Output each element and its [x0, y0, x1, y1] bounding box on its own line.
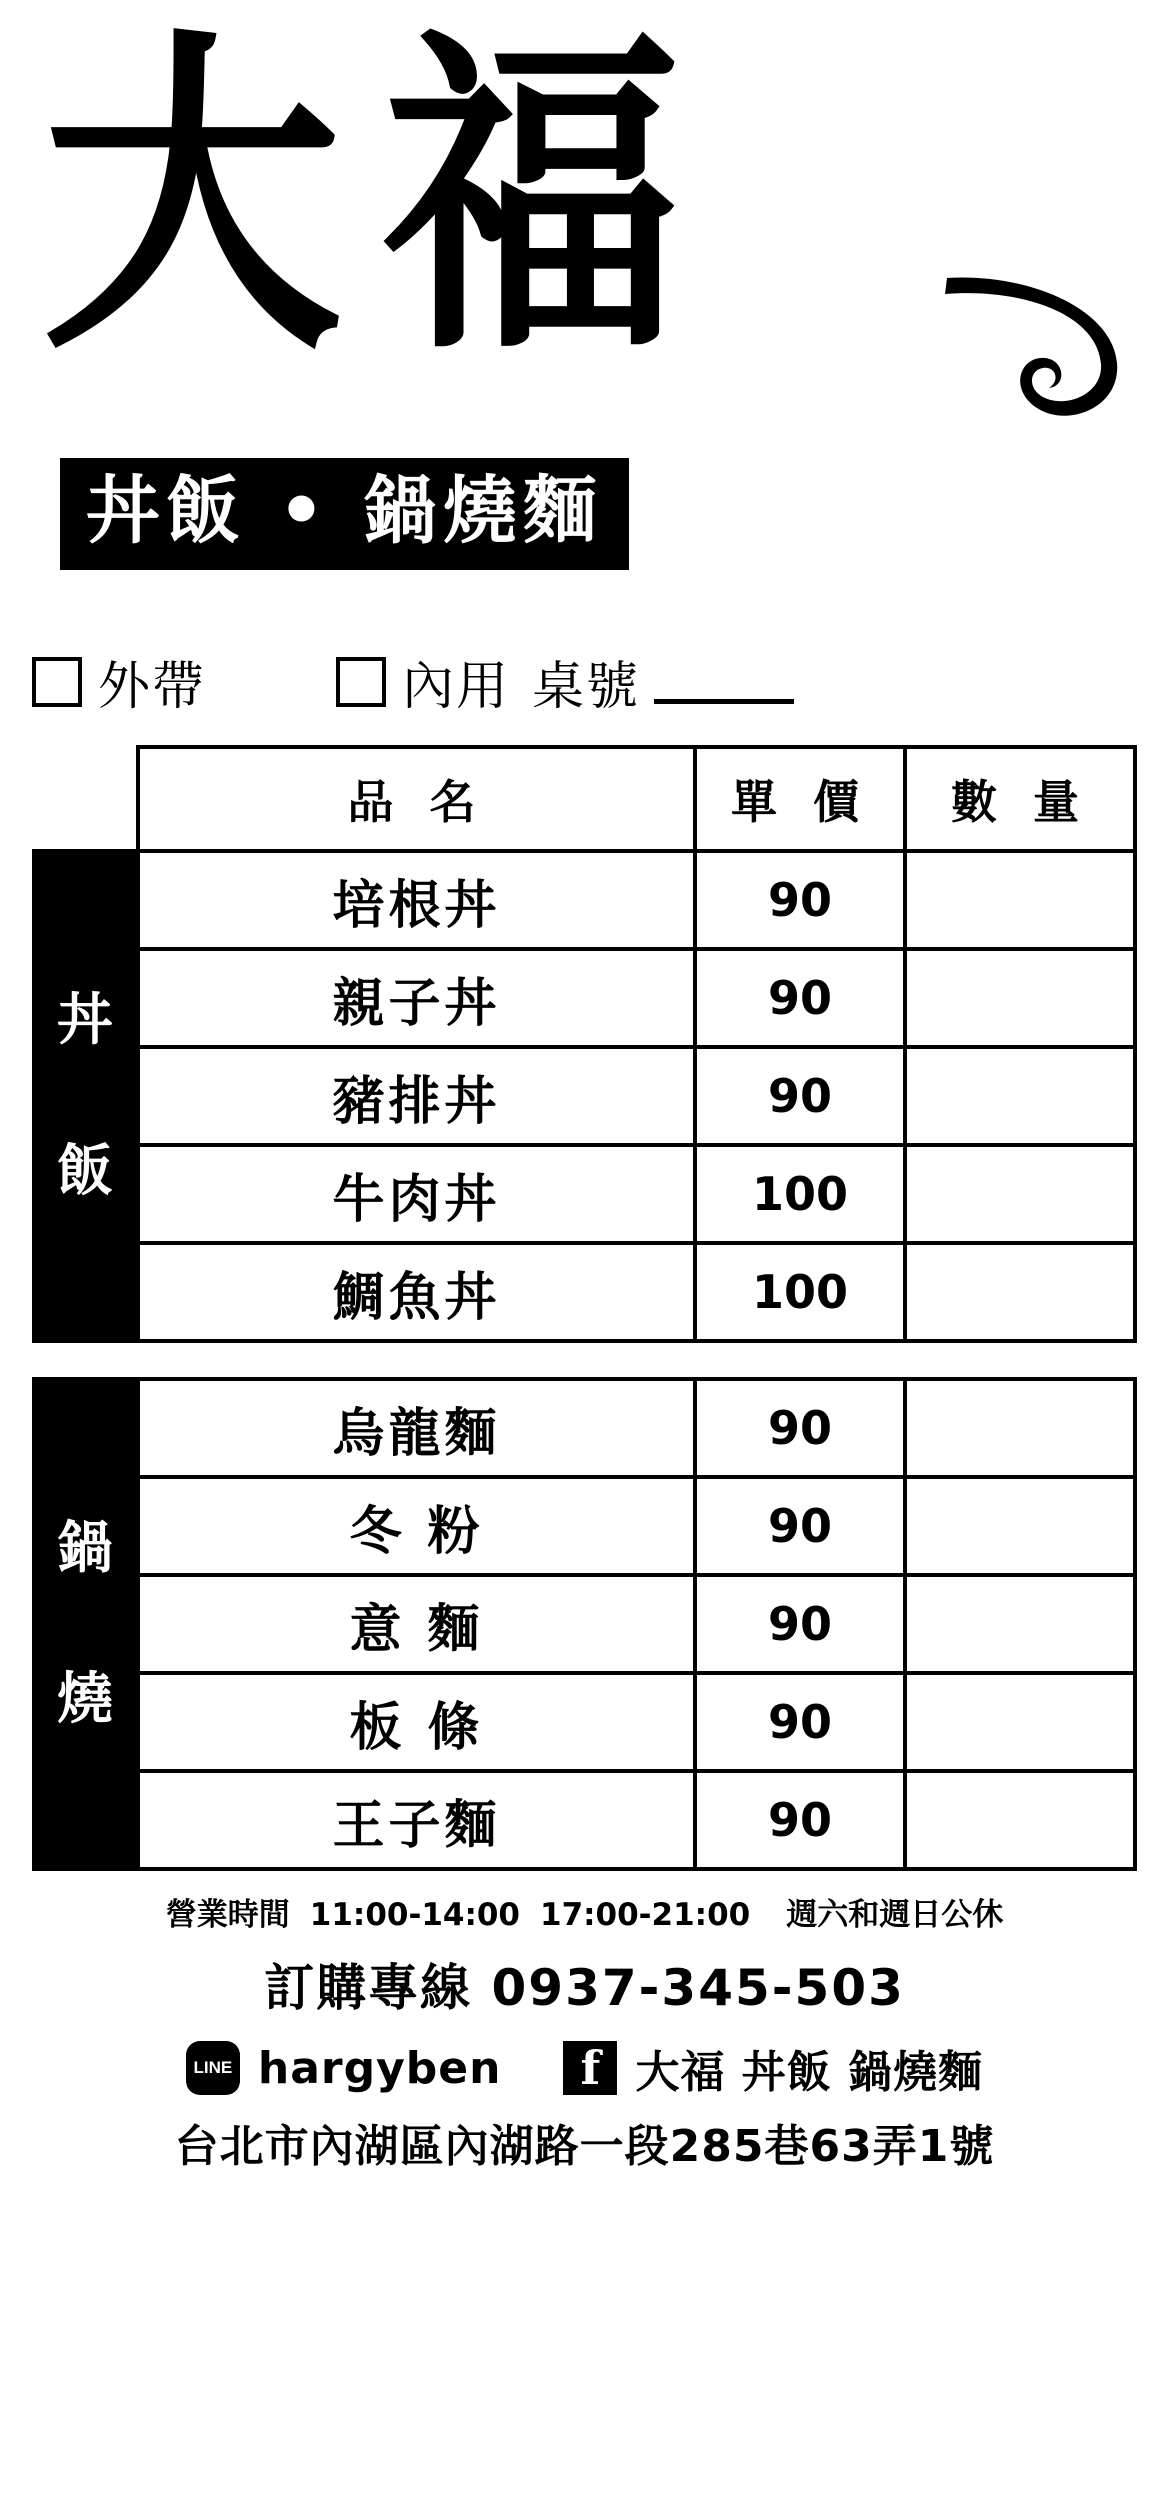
item-price: 90: [695, 1477, 905, 1575]
social-row: [32, 2036, 1137, 2100]
takeout-checkbox[interactable]: [32, 657, 82, 707]
menu-table-noodles: [32, 1377, 1137, 1871]
item-qty-input[interactable]: [905, 949, 1135, 1047]
phone-label: 訂購專線: [264, 1959, 473, 2017]
table-number-input[interactable]: [654, 659, 794, 704]
item-qty-input[interactable]: [905, 1673, 1135, 1771]
takeout-option[interactable]: [32, 644, 206, 719]
header-name: 品 名: [138, 747, 695, 851]
category-label-donburi: [34, 851, 138, 1341]
item-name: 板 條: [138, 1673, 695, 1771]
item-qty-input[interactable]: [905, 1243, 1135, 1341]
item-price: 90: [695, 1047, 905, 1145]
item-price: 90: [695, 1379, 905, 1477]
item-name: 培根丼: [138, 851, 695, 949]
item-price: 100: [695, 1145, 905, 1243]
order-type-row: [32, 644, 1137, 719]
brand-logo-text: 大福: [42, 0, 722, 395]
phone-number[interactable]: 0937-345-503: [491, 1959, 905, 2017]
category-char: 丼: [57, 987, 115, 1053]
line-id: hargyben: [257, 2042, 502, 2094]
category-char: 燒: [57, 1667, 115, 1732]
dinein-label: 內用: [402, 657, 511, 717]
item-qty-input[interactable]: [905, 1379, 1135, 1477]
table-row[interactable]: [34, 1243, 1135, 1341]
item-name: 意 麵: [138, 1575, 695, 1673]
order-phone[interactable]: [32, 1948, 1137, 2020]
facebook-icon: f: [563, 2041, 617, 2095]
dinein-option[interactable]: [336, 644, 510, 719]
item-price: 100: [695, 1243, 905, 1341]
category-label-noodles: [34, 1379, 138, 1869]
item-name: 親子丼: [138, 949, 695, 1047]
table-gap: [32, 1343, 1137, 1377]
item-name: 王子麵: [138, 1771, 695, 1869]
table-row[interactable]: [34, 1145, 1135, 1243]
item-qty-input[interactable]: [905, 1477, 1135, 1575]
table-row[interactable]: [34, 1047, 1135, 1145]
item-name: 鯛魚丼: [138, 1243, 695, 1341]
facebook-page-name: 大福 丼飯 鍋燒麵: [635, 2047, 984, 2098]
menu-table-donburi: [32, 745, 1137, 1343]
business-hours: [32, 1889, 1137, 1934]
category-char: 飯: [57, 1139, 115, 1204]
hours-label: 營業時間: [165, 1897, 290, 1933]
item-qty-input[interactable]: [905, 1575, 1135, 1673]
table-row[interactable]: [34, 949, 1135, 1047]
store-address: 台北市內湖區內湖路一段285巷63弄1號: [174, 2121, 995, 2172]
takeout-label: 外帶: [98, 657, 207, 717]
brand-subtitle-bar: 丼飯 • 鍋燒麵: [60, 458, 629, 570]
item-qty-input[interactable]: [905, 1145, 1135, 1243]
item-price: 90: [695, 949, 905, 1047]
closed-days: 週六和週日公休: [786, 1897, 1004, 1933]
item-price: 90: [695, 1673, 905, 1771]
hours-dinner: 17:00-21:00: [540, 1897, 751, 1933]
table-row[interactable]: [34, 1673, 1135, 1771]
item-name: 牛肉丼: [138, 1145, 695, 1243]
table-row[interactable]: [34, 1477, 1135, 1575]
item-price: 90: [695, 1771, 905, 1869]
hours-lunch: 11:00-14:00: [309, 1897, 520, 1933]
item-name: 冬 粉: [138, 1477, 695, 1575]
header-qty: 數 量: [905, 747, 1135, 851]
item-price: 90: [695, 851, 905, 949]
line-icon: LINE: [186, 2041, 240, 2095]
footer: [32, 1889, 1137, 2174]
item-name: 豬排丼: [138, 1047, 695, 1145]
header-price: 單 價: [695, 747, 905, 851]
item-price: 90: [695, 1575, 905, 1673]
table-header-row: [34, 747, 1135, 851]
table-row[interactable]: [34, 1771, 1135, 1869]
item-qty-input[interactable]: [905, 851, 1135, 949]
table-row[interactable]: [34, 1379, 1135, 1477]
swirl-ornament-icon: [937, 268, 1127, 428]
category-char: 鍋: [57, 1515, 115, 1581]
table-row[interactable]: [34, 851, 1135, 949]
item-qty-input[interactable]: [905, 1771, 1135, 1869]
table-row[interactable]: [34, 1575, 1135, 1673]
logo-block: [32, 0, 1137, 618]
item-name: 烏龍麵: [138, 1379, 695, 1477]
table-number-label: 桌號: [532, 657, 641, 717]
dinein-checkbox[interactable]: [336, 657, 386, 707]
item-qty-input[interactable]: [905, 1047, 1135, 1145]
